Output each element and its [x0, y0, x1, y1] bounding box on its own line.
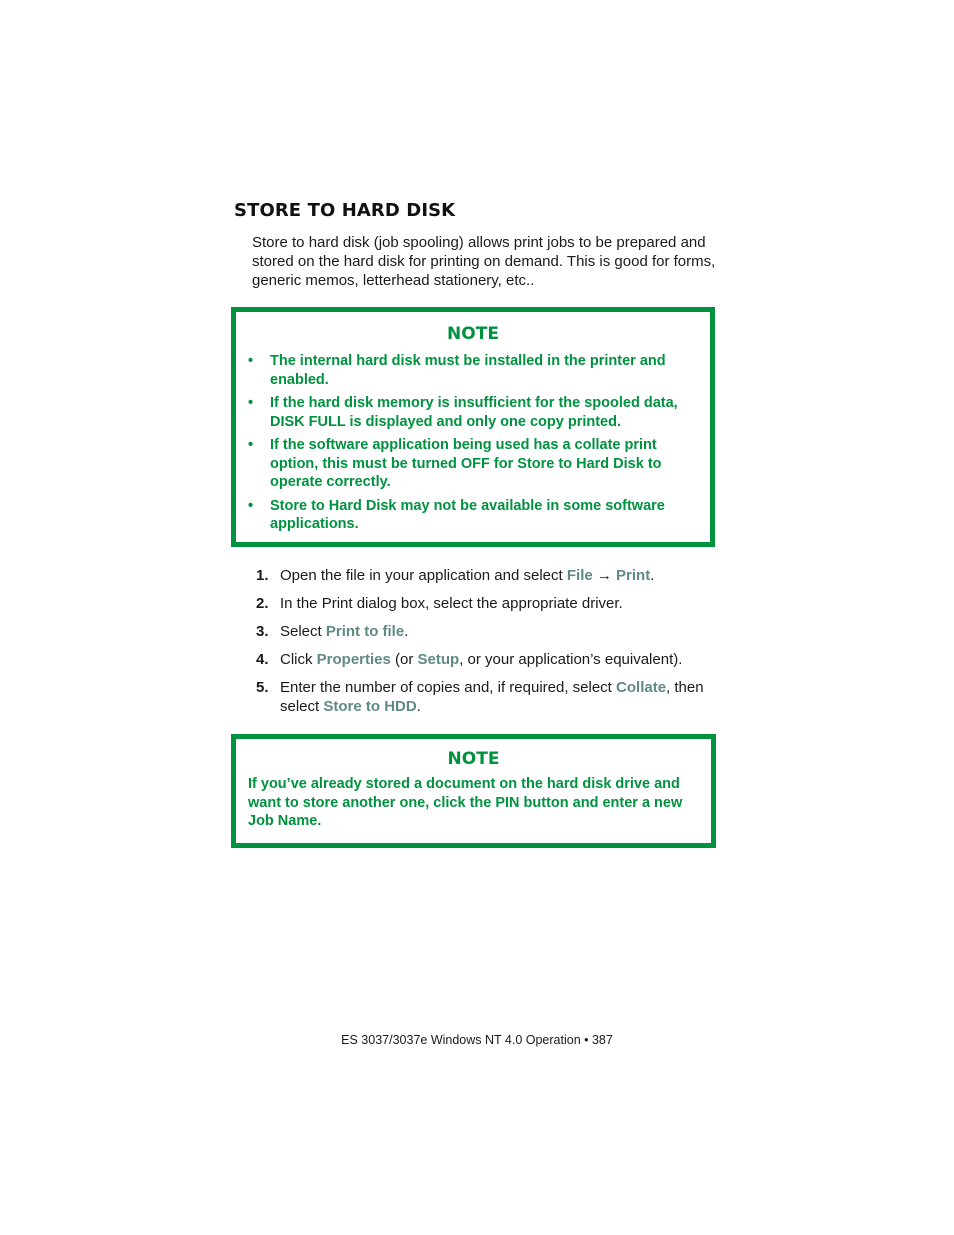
steps-list: [254, 566, 724, 725]
note-item-text: If the hard disk memory is insufficient for the spooled data, DISK FULL is displayed and only one copy printed.: [270, 395, 678, 430]
step-item: [254, 650, 724, 669]
step-item: [254, 622, 724, 641]
step-number: 2.: [256, 595, 269, 612]
note-item-text: The internal hard disk must be installed in the printer and enabled.: [270, 353, 666, 388]
note-box-2: [231, 734, 716, 848]
bullet-icon: •: [248, 437, 254, 453]
setup-label: Setup: [417, 651, 460, 668]
step-text: (or: [390, 651, 418, 668]
note-item: [248, 352, 690, 389]
note-item: [248, 497, 690, 534]
step-item: [254, 594, 724, 613]
bullet-icon: •: [248, 353, 254, 369]
step-text: .: [650, 567, 655, 584]
note-item: [248, 436, 690, 492]
step-item: [254, 566, 724, 585]
step-text: Select: [280, 623, 326, 640]
note-title: NOTE: [447, 324, 499, 344]
bullet-icon: •: [248, 497, 254, 514]
note-item-text: Store to Hard Disk may not be available in some software applications.: [270, 497, 665, 532]
note-title: NOTE: [447, 749, 500, 769]
collate-label: Collate: [616, 679, 667, 696]
arrow-icon: →: [592, 567, 617, 584]
step-text: In the Print dialog box, select the appropriate driver.: [280, 595, 623, 612]
step-text: , then select: [280, 679, 704, 715]
intro-paragraph: Store to hard disk (job spooling) allows print jobs to be prepared and stored on the hard disk for printing on demand. This is good for forms, generic memos, letterhead stationery, etc..: [252, 234, 716, 289]
step-text: .: [404, 623, 409, 640]
menu-print-label: Print: [616, 567, 651, 584]
note-list: [236, 352, 710, 534]
store-to-hdd-label: Store to HDD: [323, 698, 417, 715]
bullet-icon: •: [248, 395, 254, 411]
step-text: , or your application’s equivalent).: [459, 651, 683, 668]
note-text: If you’ve already stored a document on the hard disk drive and want to store another one, click the PIN button and enter a new Job Name.: [248, 776, 683, 829]
note-item: [248, 394, 690, 431]
step-item: [254, 678, 724, 716]
print-to-file-label: Print to file: [325, 623, 405, 640]
properties-label: Properties: [316, 651, 391, 668]
section-heading: STORE TO HARD DISK: [234, 200, 456, 221]
page-footer: ES 3037/3037e Windows NT 4.0 Operation • 387: [341, 1033, 613, 1047]
step-number: 1.: [256, 567, 269, 584]
step-text: .: [416, 698, 421, 715]
step-number: 3.: [256, 623, 269, 640]
note-item-text: If the software application being used has a collate print option, this must be turned OFF for Store to Hard Disk to operate correctly.: [270, 437, 662, 490]
step-number: 5.: [256, 679, 269, 696]
note-box-1: [231, 307, 715, 547]
step-text: Enter the number of copies and, if required, select: [280, 679, 617, 696]
step-text: Click: [280, 651, 317, 668]
menu-file-label: File: [566, 567, 593, 584]
step-number: 4.: [256, 651, 269, 668]
step-text: Open the file in your application and select: [280, 567, 567, 584]
